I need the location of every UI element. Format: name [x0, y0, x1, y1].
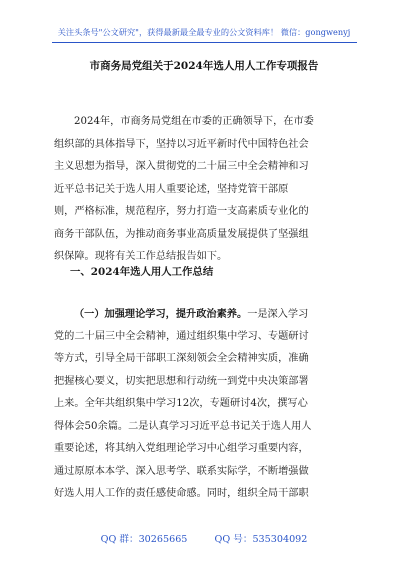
intro-line: 织保障。现将有关工作总结报告如下。 [54, 251, 228, 262]
subsection-line: 得体会50余篇。二是认真学习习近平总书记关于选人用人 [54, 420, 312, 432]
subsection-line: 好选人用人工作的责任感使命感。同时，组织全局干部职 [54, 488, 309, 499]
intro-line: 主义思想为指导，深入贯彻党的二十届三中全会精神和习 [54, 161, 309, 172]
intro-paragraph [54, 111, 354, 269]
subsection-lead-rest: 一是深入学习 [247, 309, 309, 320]
subsection-line: 重要论述，将其纳入党组理论学习中心组学习重要内容， [54, 443, 309, 454]
footer [0, 531, 408, 545]
intro-line: 则，严格标准，规范程序，努力打造一支高素质专业化的 [54, 206, 309, 217]
subsection-paragraph [54, 303, 354, 506]
subsection-line: 上来。全年共组织集中学习12次，专题研讨4次，撰写心 [54, 398, 308, 409]
subsection-lead: （一）加强理论学习，提升政治素养。 [74, 308, 248, 320]
intro-line: 近平总书记关于选人用人重要论述，坚持党管干部原 [54, 183, 289, 195]
subsection-line: 党的二十届三中全会精神，通过组织集中学习、专题研讨 [54, 330, 309, 342]
header-rule [52, 42, 357, 43]
document-title: 市商务局党组关于2024年选人用人工作专项报告 [89, 60, 319, 72]
section-heading: 一、2024年选人用人工作总结 [70, 266, 214, 278]
subsection-line: 等方式，引导全局干部职工深刻领会全会精神实质，准确 [54, 353, 309, 364]
footer-qq-number: QQ 号：535304092 [214, 534, 308, 545]
intro-line: 组织部的具体指导下，坚持以习近平新时代中国特色社会 [54, 138, 309, 150]
subsection-line: 通过原原本本学、深入思考学、联系实际学，不断增强做 [54, 465, 309, 477]
header-note: 关注头条号"公文研究"，获得最新最全最专业的公文资料库！ 微信：gongwenyj [57, 27, 351, 37]
intro-line: 商务干部队伍，为推动商务事业高质量发展提供了坚强组 [54, 228, 309, 240]
subsection-line: 把握核心要义，切实把思想和行动统一到党中央决策部署 [54, 375, 309, 387]
intro-line: 2024年，市商务局党组在市委的正确领导下，在市委 [74, 116, 314, 127]
footer-qq-group: QQ 群：30265665 [100, 534, 188, 545]
subsection-first-line [54, 303, 354, 326]
